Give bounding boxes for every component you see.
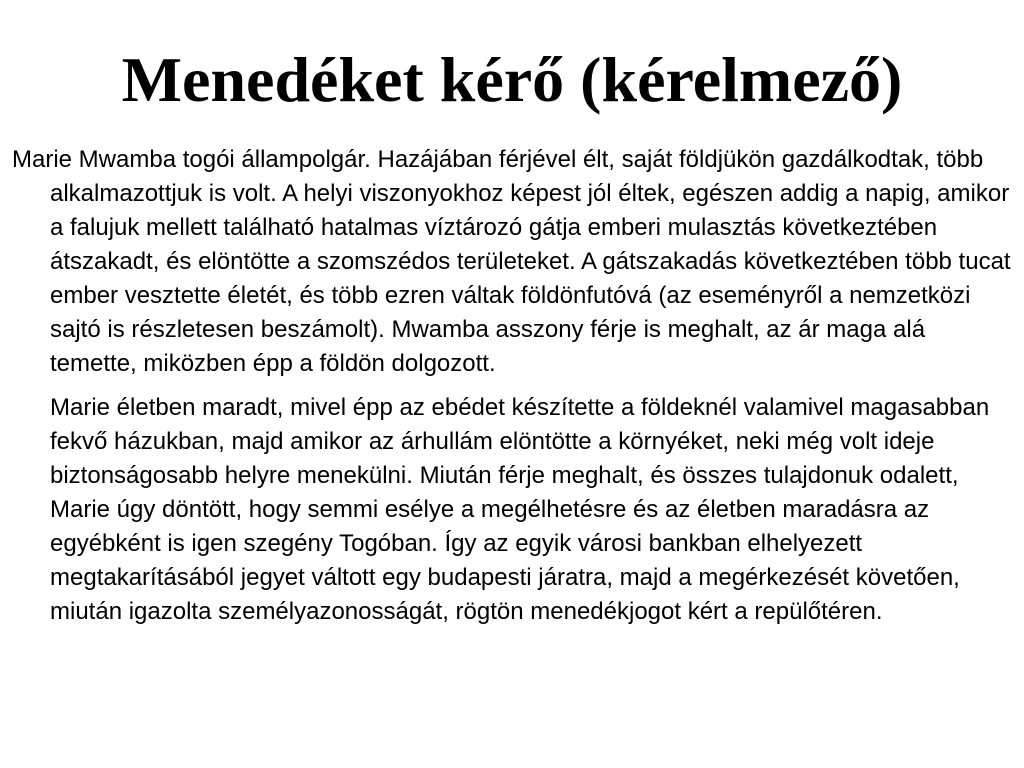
paragraph-escape: Marie életben maradt, mivel épp az ebédet készítette a földeknél valamivel magasabban fekvő házukban, majd amikor az árhullám elöntötte a környéket, neki még volt ideje biztonságosabb helyre menekülni. Miután férje meghalt, és összes tulajdonuk odalett, Marie úgy döntött, hogy semmi esélye a megélhetésre és az életben maradásra az egyébként is igen szegény Togóban. Így az egyik városi bankban elhelyezett megtakarításából jegyet váltott egy budapesti járatra, majd a megérkezését követően, miután igazolta személyazonosságát, rögtön menedékjogot kért a repülőtéren. xyxy=(50,394,990,625)
paragraph-background: Marie Mwamba togói állampolgár. Hazájában férjével élt, saját földjükön gazdálkodtak, több alkalmazottjuk is volt. A helyi viszonyokhoz képest jól éltek, egészen addig a napig, amikor a falujuk mellett található hatalmas víztározó gátja emberi mulasztás következtében átszakadt, és elöntötte a szomszédos területeket. A gátszakadás következtében több tucat ember vesztette életét, és több ezren váltak földönfutóvá (az eseményről a nemzetközi sajtó is részletesen beszámolt). Mwamba asszony férje is meghalt, az ár maga alá temette, miközben épp a földön dolgozott. xyxy=(12,146,1011,377)
slide-body xyxy=(12,143,1016,629)
slide-title: Menedéket kérő (kérelmező) xyxy=(121,44,903,115)
